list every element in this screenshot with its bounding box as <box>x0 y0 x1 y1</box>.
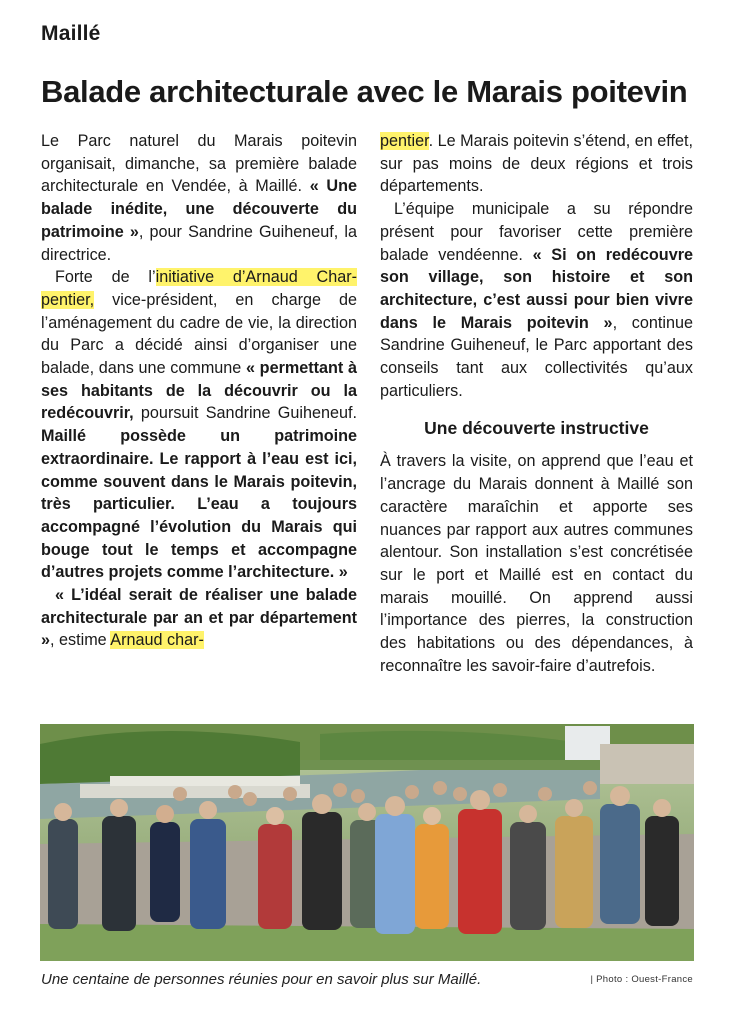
text-run: . Le Marais poitevin s’étend, en effet, sur pas moins de deux régions et trois départements. <box>380 132 693 196</box>
group-photo <box>40 724 694 961</box>
text-run: , pour Sandrine Guiheneuf, la directrice. <box>41 222 357 264</box>
paragraph <box>41 584 357 652</box>
photo-credit: | Photo : Ouest-France <box>590 974 693 985</box>
article-column-left <box>41 130 357 652</box>
photo-illustration <box>40 724 694 961</box>
text-run: , continue Sandrine Guiheneuf, le Parc apportant des conseils tant aux collectivités qu’aux particuliers. <box>380 313 693 400</box>
article-column-right <box>380 130 693 677</box>
paragraph <box>380 198 693 402</box>
paragraph <box>41 130 357 266</box>
quote-bold: Maillé possède un patrimoine extraordinaire. Le rapport à l’eau est ici, comme souvent dans le Marais poitevin, très particulier. L’eau a toujours accompagné l’évolution du Marais qui bouge tout le temps et accompagne d’autres projets comme l’architecture. » <box>41 427 357 582</box>
text-run: , estime <box>50 631 111 650</box>
text-run: vice-président, en charge de l’aménagement du cadre de vie, la direction du Parc a décidé ainsi d’organiser une balade, dans une commune <box>41 290 357 378</box>
text-run: Le Parc naturel du Marais poitevin organisait, dimanche, sa première balade architecturale en Vendée, à Maillé. <box>41 132 357 196</box>
article-headline: Balade architecturale avec le Marais poitevin <box>41 74 688 109</box>
highlighted-name: initiative d’Arnaud Char- <box>155 268 357 287</box>
quote-bold: « L’idéal serait de réaliser une balade architecturale par an et par département » <box>41 586 357 650</box>
paragraph <box>41 266 357 584</box>
highlighted-name: Arnaud char- <box>110 631 204 650</box>
subheading: Une découverte instructive <box>424 418 649 439</box>
paragraph <box>380 130 693 198</box>
highlighted-name: pentier <box>380 132 429 150</box>
section-kicker: Maillé <box>41 22 101 45</box>
text-run: poursuit Sandrine Guiheneuf. <box>133 404 357 423</box>
paragraph: À travers la visite, on apprend que l’eau et l’ancrage du Marais donnent à Maillé son caractère maraîchin et apporte ses nuances par rapport aux autres communes alentour. Son installation s’est concrétisée sur le port et Maillé est en contact du marais mouillé. On apprend aussi l’importance des pierres, la construction des habitations ou des dépendances, à reconnaître les savoir-faire d’autrefois. <box>380 452 693 675</box>
photo-caption: Une centaine de personnes réunies pour en savoir plus sur Maillé. <box>41 971 482 988</box>
quote-bold: « Si on redécouvre son village, son histoire et son architecture, c’est aussi pour bien vivre dans le Marais poitevin » <box>380 245 693 332</box>
highlighted-name: pentier, <box>41 290 95 309</box>
quote-bold: « permettant à ses habitants de la découvrir ou la redécouvrir, <box>41 359 358 423</box>
quote-bold: « Une balade inédite, une découverte du patrimoine » <box>41 177 357 241</box>
text-run: L’équipe municipale a su répondre présent pour favoriser cette première balade vendéenne. <box>380 200 693 264</box>
text-run: Forte de l’ <box>55 268 156 287</box>
